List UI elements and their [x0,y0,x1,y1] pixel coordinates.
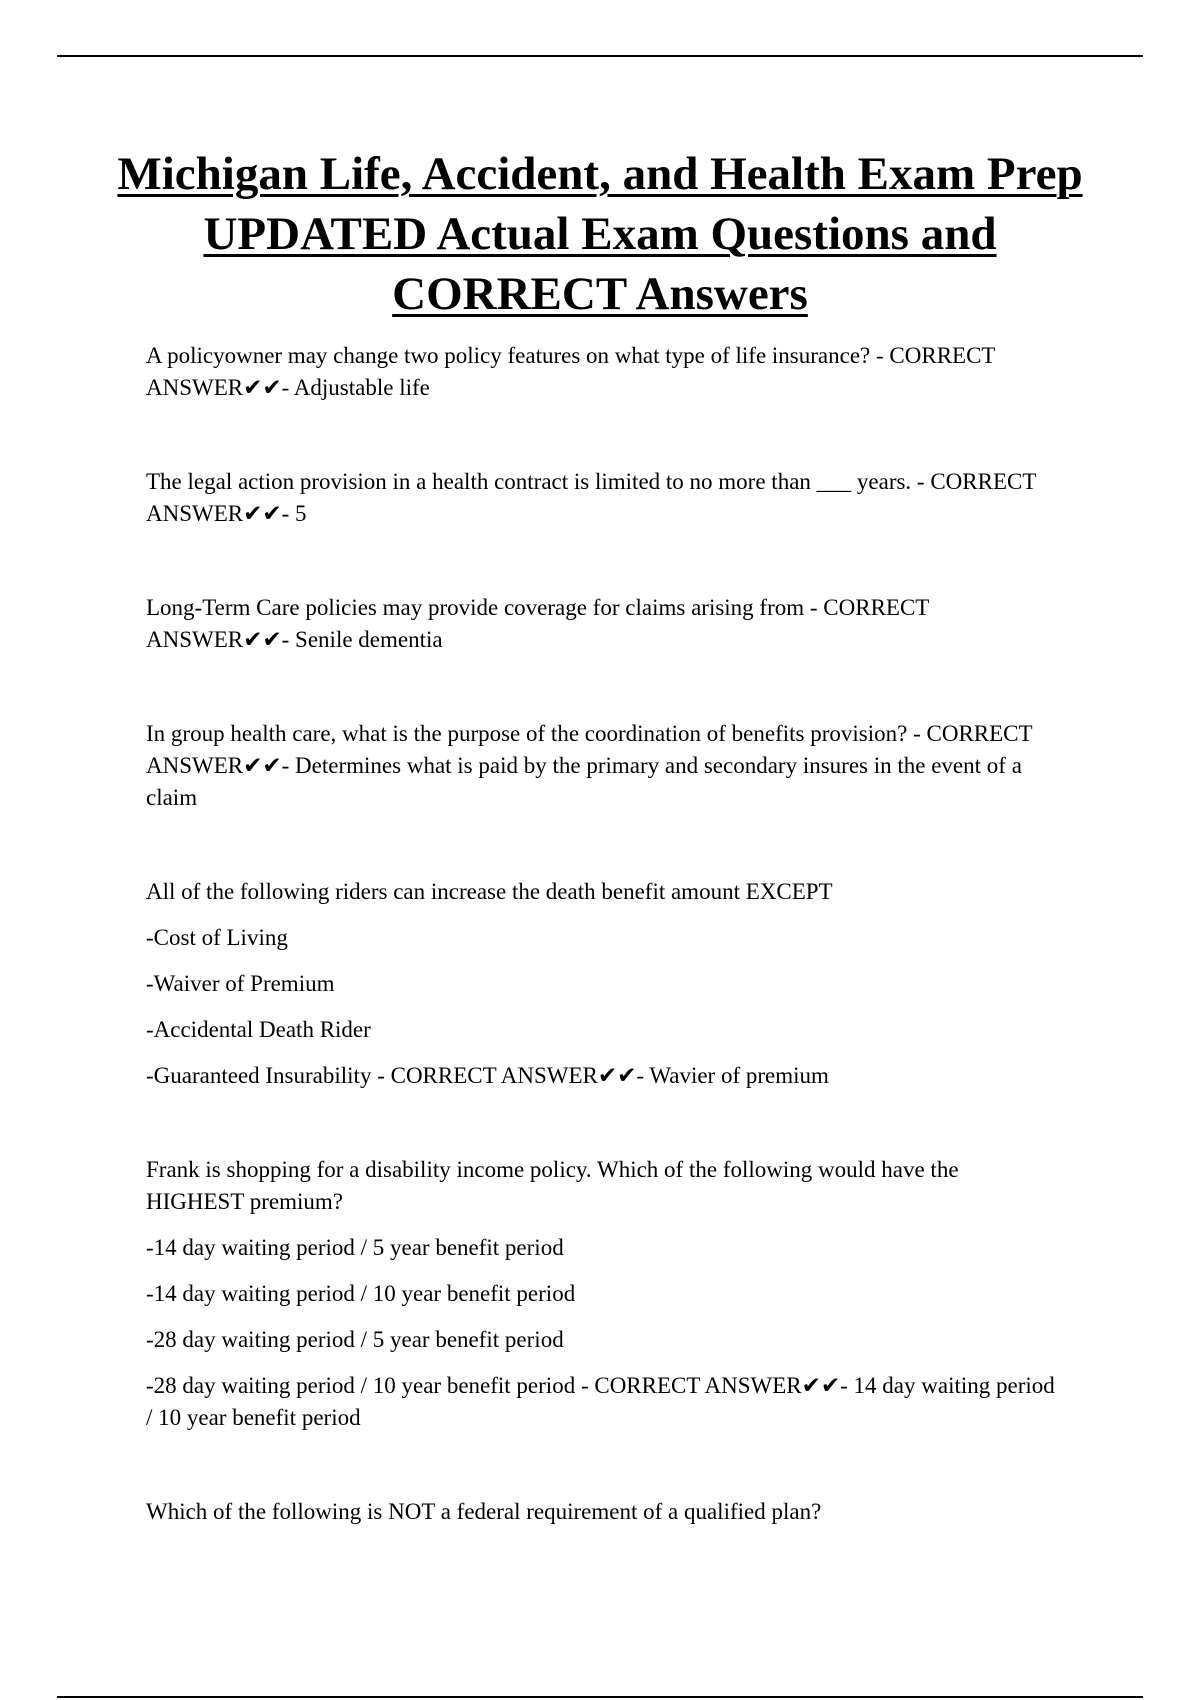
question-7-text: Which of the following is NOT a federal requirement of a qualified plan? [146,1499,822,1524]
question-5-option: -Accidental Death Rider [146,1017,371,1042]
bottom-rule [57,1696,1143,1698]
question-6-option: -14 day waiting period / 10 year benefit period [146,1281,576,1306]
question-6-option: -14 day waiting period / 5 year benefit period [146,1235,564,1260]
question-3-text: Long-Term Care policies may provide coverage for claims arising from - CORRECT ANSWER✔✔- Senile dementia [146,595,929,652]
question-3 [146,592,1056,656]
question-4 [146,718,1056,814]
top-rule [57,55,1143,57]
question-2 [146,466,1056,530]
question-1 [146,340,1056,404]
question-4-text: In group health care, what is the purpose of the coordination of benefits provision? - CORRECT ANSWER✔✔- Determines what is paid by the primary and secondary insures in the event of a claim [146,721,1033,810]
question-5-option: -Waiver of Premium [146,971,335,996]
question-7 [146,1496,1056,1528]
question-5-option: -Cost of Living [146,925,288,950]
document-body [146,340,1056,1528]
question-6-option-answer: -28 day waiting period / 10 year benefit period - CORRECT ANSWER✔✔- 14 day waiting period / 10 year benefit period [146,1373,1055,1430]
document-title: Michigan Life, Accident, and Health Exam Prep UPDATED Actual Exam Questions and CORRECT Answers [117,148,1083,320]
question-6-stem: Frank is shopping for a disability income policy. Which of the following would have the HIGHEST premium? [146,1157,959,1214]
question-5-option-answer: -Guaranteed Insurability - CORRECT ANSWER✔✔- Wavier of premium [146,1063,829,1088]
question-2-text: The legal action provision in a health contract is limited to no more than ___ years. - CORRECT ANSWER✔✔- 5 [146,469,1036,526]
question-5-stem: All of the following riders can increase the death benefit amount EXCEPT [146,879,833,904]
question-6-option: -28 day waiting period / 5 year benefit period [146,1327,564,1352]
question-1-text: A policyowner may change two policy features on what type of life insurance? - CORRECT ANSWER✔✔- Adjustable life [146,343,996,400]
question-6 [146,1154,1056,1434]
question-5 [146,876,1056,1092]
